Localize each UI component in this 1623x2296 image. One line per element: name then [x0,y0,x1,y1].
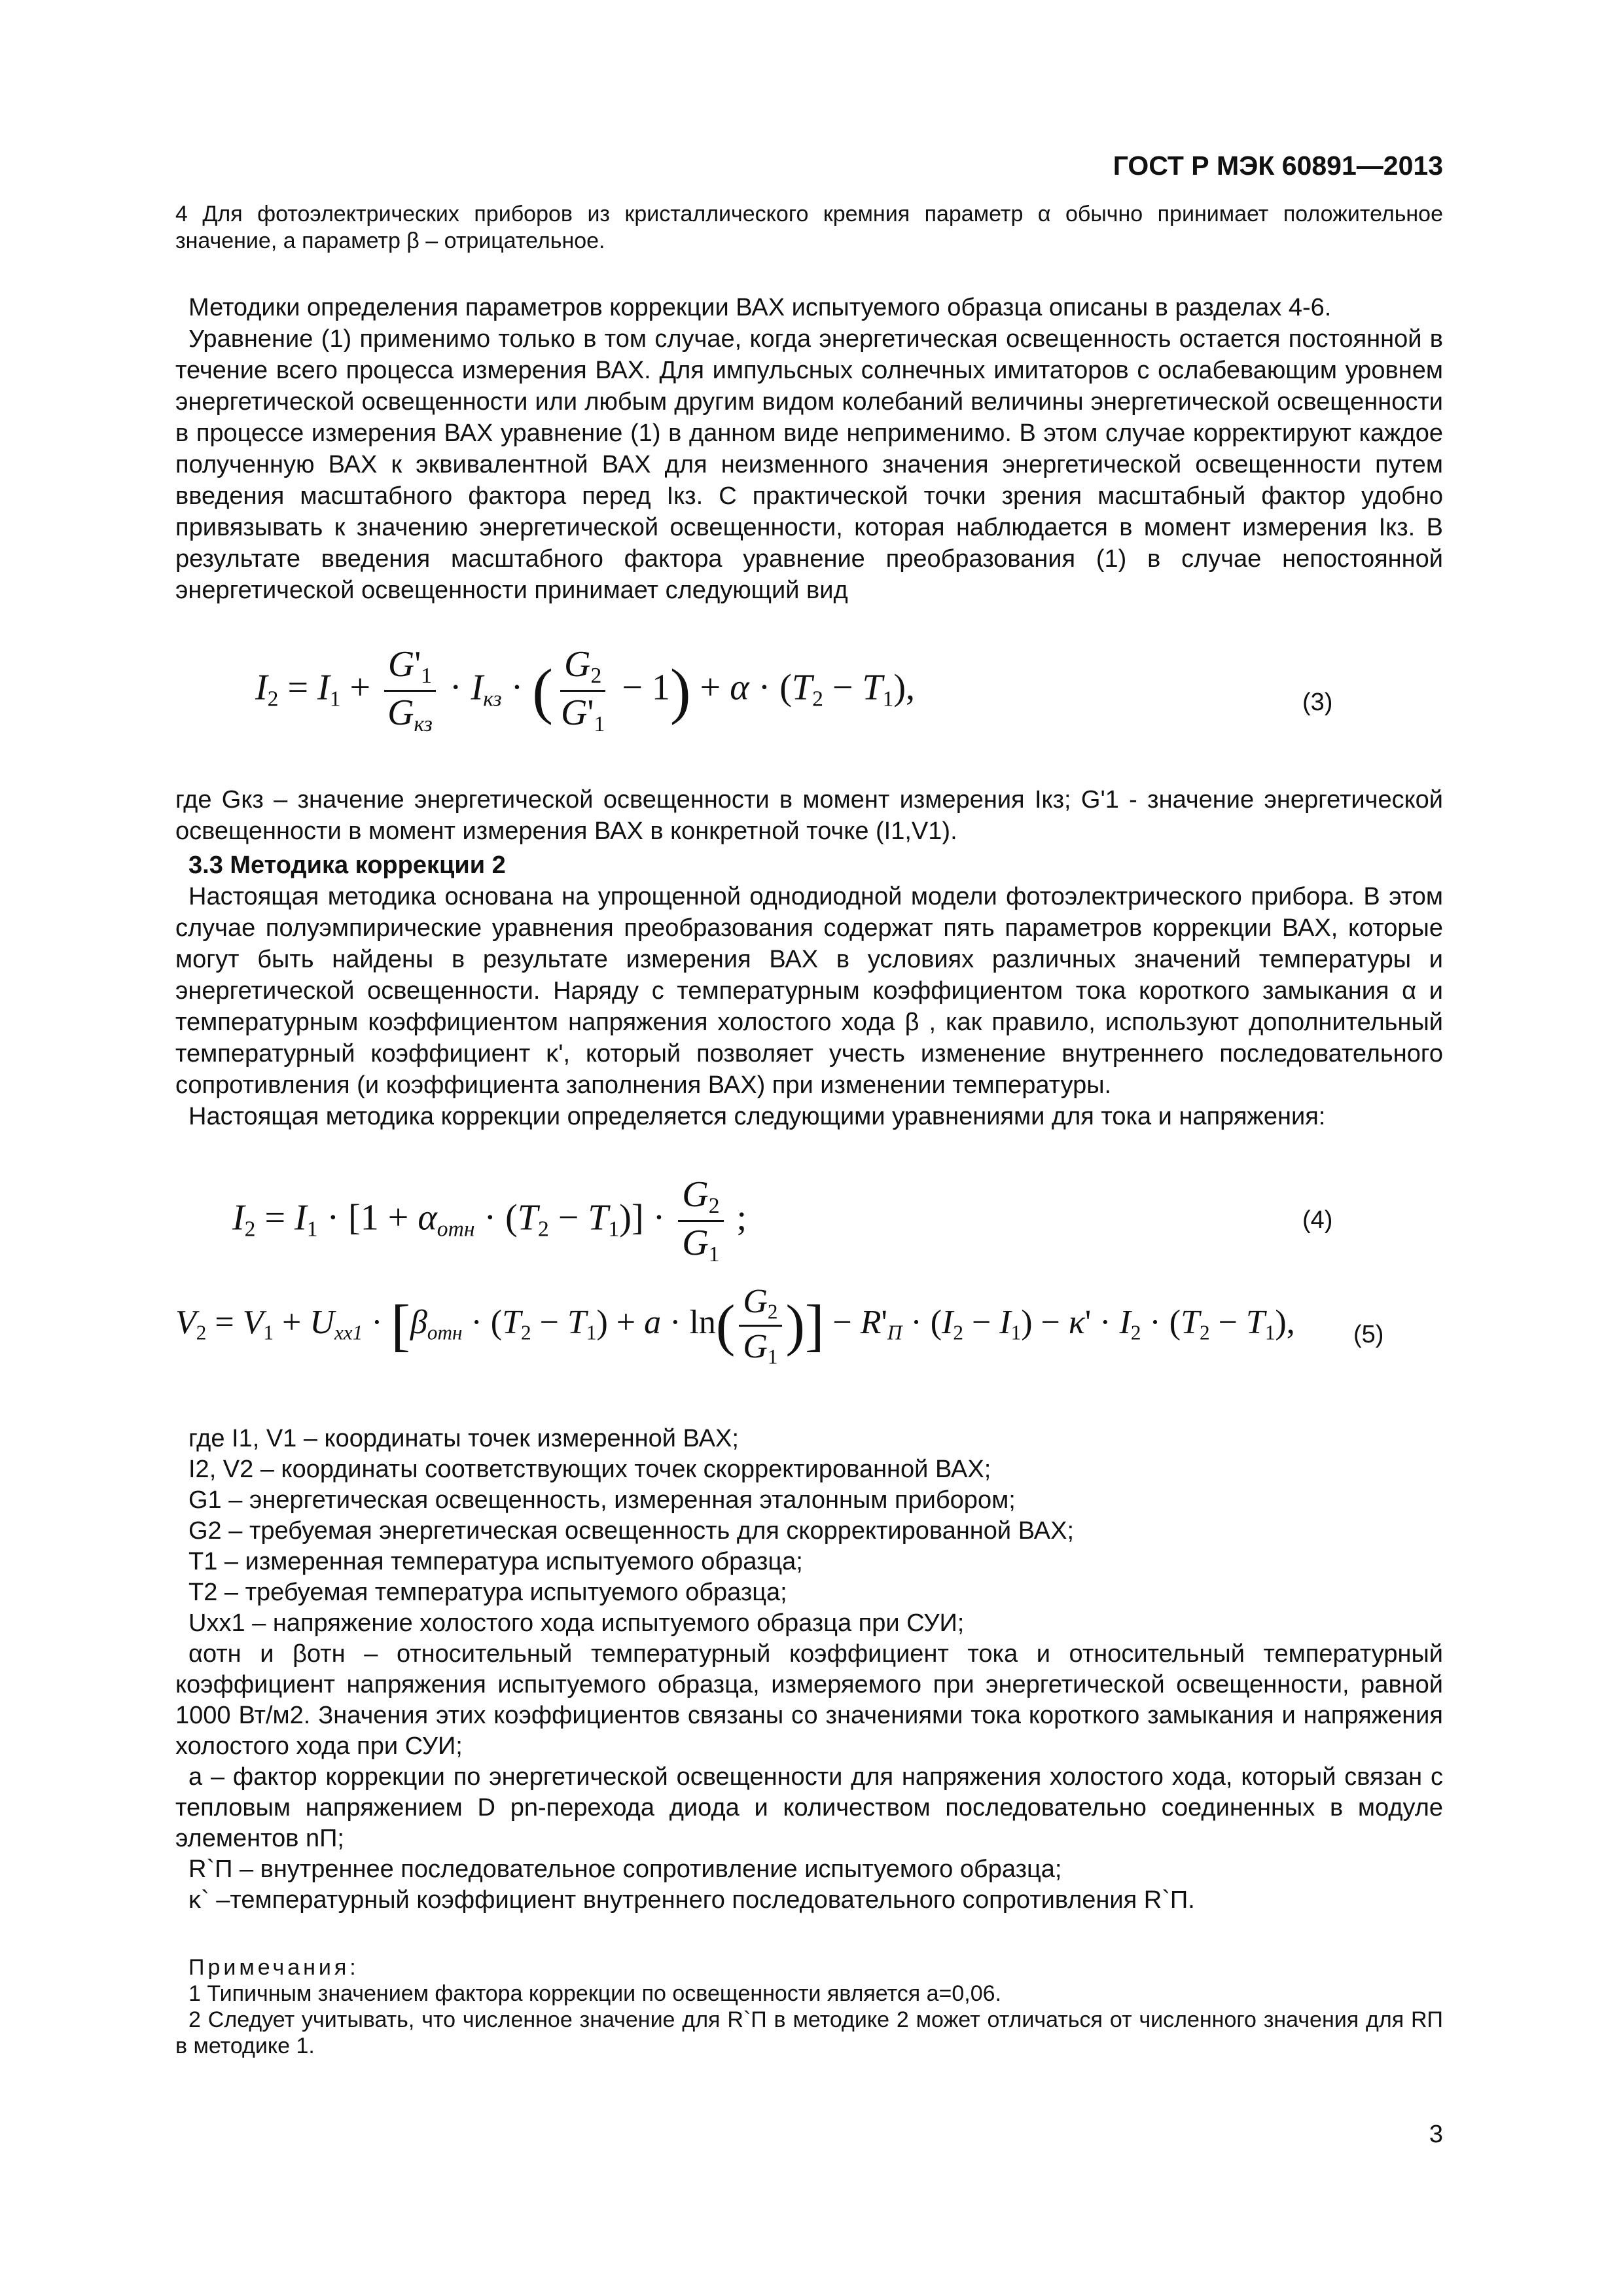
definition-item: Uxx1 – напряжение холостого хода испытуемого образца при СУИ; [188,1609,965,1637]
definition-item: T1 – измеренная температура испытуемого образца; [188,1548,803,1575]
notes-block [175,1954,1443,2059]
document-header: ГОСТ Р МЭК 60891—2013 [1113,151,1443,181]
body-text-2 [175,881,1443,1132]
note-4: 4 Для фотоэлектрических приборов из кристаллического кремния параметр α обычно принимает положительное значение, а параметр β – отрицательное. [175,202,1443,253]
note-item: 1 Типичным значением фактора коррекции по освещенности является a=0,06. [188,1981,1001,2006]
notes-heading: Примечания: [188,1955,359,1980]
section-title [175,850,1443,881]
equation-5: $V2 = V1 + U_{xx1} \cdot [\beta_{отн} \cdot (T2 - T1) + a \cdot \ln$( $\frac{G2}{G1}$ )] − $R'_П \cdot (I2 - I1) - \kappa' \cdot I2 \cdot (T2 - T1)$, [175,1283,1295,1369]
paragraph-methods: Методики определения параметров коррекции ВАХ испытуемого образца описаны в разделах 4-6. [188,294,1332,321]
paragraph-equation-1-applicability: Уравнение (1) применимо только в том случае, когда энергетическая освещенность остается постоянной в течение всего процесса измерения ВАХ. Для импульсных солнечных имитаторов с ослабевающим уровнем энергетической освещенности или любым другим видом колебаний величины энергетической освещенности в процессе измерения ВАХ уравнение (1) в данном виде неприменимо. В этом случае корректируют каждое полученную ВАХ к эквивалентной ВАХ для неизменного значения энергетической освещенности путем введения масштабного фактора перед Iкз. С практической точки зрения масштабный фактор удобно привязывать к значению энергетической освещенности, которая наблюдается в момент измерения Iкз. В результате введения масштабного фактора уравнение преобразования (1) в случае непостоянной энергетической освещенности принимает следующий вид [175,325,1443,604]
definition-item: G2 – требуемая энергетическая освещенность для скорректированной ВАХ; [188,1517,1075,1545]
definition-item: где I1, V1 – координаты точек измеренной ВАХ; [188,1425,739,1452]
where-equation-3: где Gкз – значение энергетической освещенности в момент измерения Iкз; G'1 - значение энергетической освещенности в момент измерения ВАХ в конкретной точке (I1,V1). [175,786,1443,845]
equation-3: I2 = I1 + $\frac{G'1}{G_{кз}}$ · $I_{кз}$ · ( $\frac{G2}{G'1}$ − 1) + α · (T2 − T1), [255,644,916,737]
definition-item: κ` –температурный коэффициент внутреннего последовательного сопротивления R`П. [188,1886,1195,1914]
definition-item: αотн и βотн – относительный температурный коэффициент тока и относительный температурный коэффициент напряжения испытуемого образца, измеряемого при энергетической освещенности, равной 1000 Вт/м2. Значения этих коэффициентов связаны со значениями тока короткого замыкания и напряжения холостого хода при СУИ; [175,1640,1443,1760]
equation-5-number: (5) [1353,1321,1384,1348]
equation-4: $I2 = I1 \cdot [1 + \alpha_{отн} \cdot (T2 - T1)]$ · $\frac{G2}{G1}$ ; [232,1174,747,1267]
note-item: 2 Следует учитывать, что численное значение для R`П в методике 2 может отличаться от численного значения для RП в методике 1. [175,2007,1443,2058]
definitions-list [175,1424,1443,1916]
definition-item: G1 – энергетическая освещенность, измеренная эталонным прибором; [188,1486,1016,1514]
page-number: 3 [1429,2121,1443,2148]
section-heading: 3.3 Методика коррекции 2 [188,852,506,879]
definition-item: a – фактор коррекции по энергетической освещенности для напряжения холостого хода, который связан с тепловым напряжением D pn-перехода диода и количеством последовательно соединенных в модуле элементов nП; [175,1763,1443,1852]
definition-item: R`П – внутреннее последовательное сопротивление испытуемого образца; [188,1856,1062,1883]
paragraph-equations-intro: Настоящая методика коррекции определяется следующими уравнениями для тока и напряжения: [188,1103,1326,1130]
equation-3-number: (3) [1302,689,1333,716]
definition-item: T2 – требуемая температура испытуемого образца; [188,1579,787,1606]
definition-item: I2, V2 – координаты соответствующих точек скорректированной ВАХ; [188,1456,991,1483]
body-text [175,292,1443,606]
equation-4-number: (4) [1302,1206,1333,1234]
paragraph-method-2: Настоящая методика основана на упрощенной однодиодной модели фотоэлектрического прибора. В этом случае полуэмпирические уравнения преобразования содержат пять параметров коррекции ВАХ, которые могут быть найдены в результате измерения ВАХ в условиях различных значений температуры и энергетической освещенности. Наряду с температурным коэффициентом тока короткого замыкания α и температурным коэффициентом напряжения холостого хода β , как правило, используют дополнительный температурный коэффициент κ', который позволяет учесть изменение внутреннего последовательного сопротивления (и коэффициента заполнения ВАХ) при изменении температуры. [175,883,1443,1099]
